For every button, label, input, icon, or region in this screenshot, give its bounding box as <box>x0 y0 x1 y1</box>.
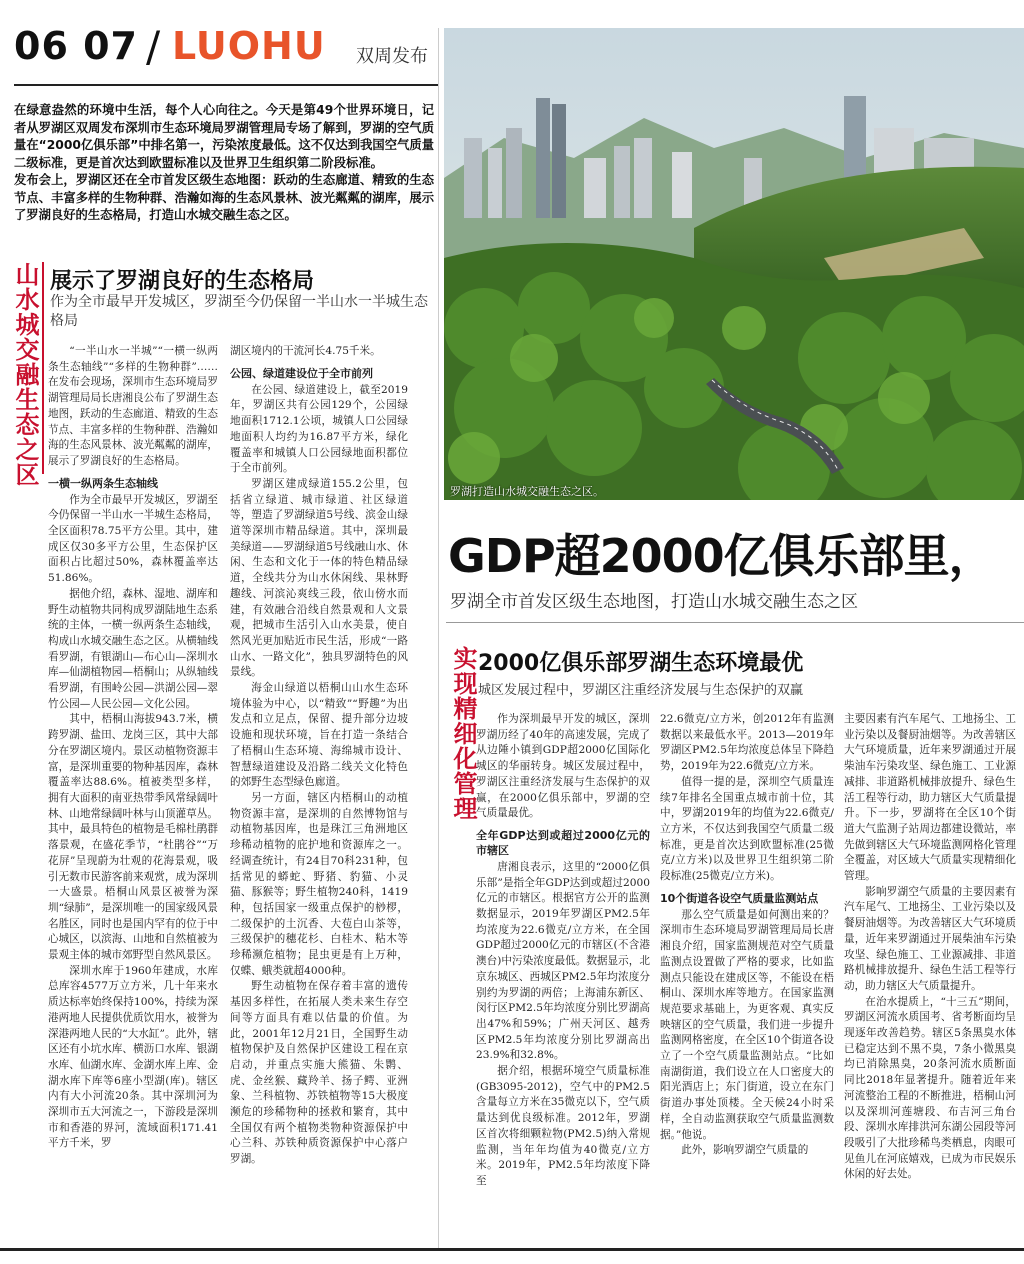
column-divider <box>438 28 439 1248</box>
header-rule <box>14 84 438 86</box>
paragraph: 据介绍，根据环境空气质量标准(GB3095-2012)，空气中的PM2.5含量每立方米在35微克以下，空气质量达到优良级标准。2012年，罗湖区首次将细颗粒物(PM2.5)纳入常规监测，当年年均值为40微克/立方米。2019年，PM2.5年均浓度下降至 <box>476 1065 650 1187</box>
paragraph: 另一方面，辖区内梧桐山的动植物资源丰富，是深圳的自然博物馆与动植物基因库，也是珠江三角洲地区珍稀动植物的庇护地和资源库之一。经调查统计，有24目70科231种，包括常见的蟒蛇、野猪、豹猫、小灵猫、豚猴等；野生植物240科，1419种，包括国家一级重点保护的桫椤，二级保护的土沉香、大苞白山茶等，三级保护的穗花杉、白桂木、粘木等珍稀濒危植物；昆虫更是有上万种，仅蝶、蛾类就超4000种。 <box>230 791 408 977</box>
paragraph: 值得一提的是，深圳空气质量连续7年排名全国重点城市前十位，其中，罗湖2019年的均值为22.6微克/立方米，不仅达到我国空气质量二级标准，更是首次达到欧盟标准(25微克/立方米)以及世界卫生组织第二阶段标准(25微克/立方米)。 <box>660 775 834 883</box>
lead-paragraphs <box>14 102 434 225</box>
paragraph: 作为全市最早开发城区，罗湖至今仍保留一半山水一半城生态格局，全区面积78.75平方公里。其中，建成区仅30多平方公里，生态保护区面积占比超过50%，森林覆盖率达51.86%。 <box>48 493 218 585</box>
subheading: 一横一纵两条生态轴线 <box>48 476 158 490</box>
paragraph: 深圳水库于1960年建成，水库总库容4577万立方米，几十年来水质达标率始终保持100%，持续为深港两地人民提供优质饮用水，被誉为深港两地人民的“大水缸”。此外，辖区还有小坑水库、横沥口水库、银湖水库、仙湖水库、金湖水库上库、金湖水库下库等6座小型湖(库)。辖区内有大小河流20条。其中深圳河为深圳市五大河流之一，下游段是深圳市和香港的界河，流域面积171.41平方千米，罗 <box>48 964 218 1150</box>
subheading: 10个街道各设空气质量监测站点 <box>660 891 819 905</box>
brand-logo: LUOHU <box>172 24 326 68</box>
subheading: 全年GDP达到或超过2000亿元的市辖区 <box>476 828 650 857</box>
paragraph: 22.6微克/立方米，创2012年有监测数据以来最低水平。2013—2019年罗湖区PM2.5年均浓度总体呈下降趋势，2019年为22.6微克/立方米。 <box>660 713 834 773</box>
paragraph: 湖区境内的干流河长4.75千米。 <box>230 345 381 357</box>
header-subtitle: 双周发布 <box>356 46 428 67</box>
paragraph: 作为深圳最早开发的城区，深圳罗湖历经了40年的高速发展，完成了从边陲小镇到GDP超2000亿国际化城区的华丽转身。城区发展过程中，罗湖区注重经济发展与生态保护的双赢，在2000亿俱乐部中，罗湖的空气质量最优。 <box>476 713 650 820</box>
article-column-1 <box>48 344 218 1152</box>
main-headline: GDP超2000亿俱乐部里， <box>448 529 994 583</box>
header-slash: / <box>146 22 161 71</box>
paragraph: 唐湘良表示，这里的“2000亿俱乐部”是指全年GDP达到或超过2000亿元的市辖区。根据官方公开的监测数据显示，2019年罗湖区PM2.5年均浓度为22.6微克/立方米，在全国GDP超过2000亿元的市辖区(不含港澳台)中污染浓度最低。数据显示，北京东城区、西城区PM2.5年均浓度分别约为罗湖的两倍；上海浦东新区、闵行区PM2.5年均浓度分别比罗湖高出47%和59%；广州天河区、越秀区PM2.5年均浓度分别比罗湖高出23.9%和32.8%。 <box>476 860 650 1062</box>
paragraph: 罗湖区建成绿道155.2公里，包括省立绿道、城市绿道、社区绿道等，塑造了罗湖绿道5号线、滨金山绿道等深圳市精品绿道。其中，深圳最美绿道——罗湖绿道5号线融山水、休闲、生态和文化于一体的特色精品绿道，全线共分为山水休闲线、果林野趣线、河滨沁爽线三段，依山傍水而建，有效融合沿线自然景观和人文景观，把城市生活引入山水美景，使自然风光更加贴近市民生活，形成“一路山水、一路文化”，独具罗湖特色的风景线。 <box>230 477 408 679</box>
section1-title: 展示了罗湖良好的生态格局 <box>50 269 315 294</box>
paragraph: 此外，影响罗湖空气质量的 <box>681 1144 809 1157</box>
article-column-2 <box>230 344 408 1168</box>
section2-title: 2000亿俱乐部罗湖生态环境最优 <box>478 651 804 676</box>
section2-vertical-title: 实现精细化管理 <box>449 646 477 821</box>
subheading: 公园、绿道建设位于全市前列 <box>230 366 373 380</box>
paragraph: “一半山水一半城”“一横一纵两条生态轴线”“多样的生物种群”……在发布会现场，深圳市生态环境局罗湖管理局局长唐湘良公布了罗湖生态地图，跃动的生态廊道、精致的生态节点、丰富多样的生物种群、浩瀚如海的生态风景林、波光粼粼的湖库，展示了罗湖良好的生态格局。 <box>48 345 218 467</box>
paragraph: 主要因素有汽车尾气、工地扬尘、工业污染以及餐厨油烟等。为改善辖区大气环境质量，近年来罗湖通过开展柴油车污染攻坚、绿色施工、工业源减排、非道路机械排放提升、绿色生活工程等行动，助力辖区大气质量提升。下一步，罗湖将在全区10个街道大气监测子站周边都建设微站，率先做到辖区大气环境监测网格化管理全覆盖，对区域大气质量实现精细化管理。 <box>844 713 1016 883</box>
paragraph: 其中，梧桐山海拔943.7米，横跨罗湖、盐田、龙岗三区，其中大部分在罗湖区境内。景区动植物资源丰富，是深圳重要的物种基因库，森林覆盖率达88.6%。植被类型多样，拥有大面积的南亚热带季风常绿阔叶林、山地常绿阔叶林与山顶灌草丛。其中，最具特色的植物是毛棉杜鹃群落景观，在盛花季节，“杜鹃谷”“万花屏”呈现蔚为壮观的花海景观，吸引无数市民游客前来观赏，成为深圳一大盛景。梧桐山风景区被誉为深圳“绿肺”，是深圳唯一的国家级风景名胜区，同时也是国内罕有的位于中心城区，以滨海、山地和自然植被为景观主体的城市郊野型自然风景区。 <box>48 713 218 962</box>
section1-vertical-title: 山水城交融生态之区 <box>11 262 39 487</box>
paragraph: 海金山绿道以梧桐山山水生态环境体验为中心，以“精致”“野趣”为出发点和立足点，保留、提升部分边坡设施和现状环境，旨在打造一条结合了梧桐山生态环境、海绵城市设计、智慧绿道建设及沿路二线关文化特色的郊野生态型绿色廊道。 <box>230 682 408 789</box>
article-column-4 <box>660 712 834 1159</box>
page-numbers: 06 07 <box>14 24 138 68</box>
article-column-3 <box>476 712 650 1190</box>
section1-subtitle: 作为全市最早开发城区，罗湖至今仍保留一半山水一半城生态格局 <box>50 294 428 329</box>
photo-caption: 罗湖打造山水城交融生态之区。 <box>450 485 604 498</box>
footer-rule <box>0 1248 1024 1251</box>
paragraph: 在公园、绿道建设上，截至2019年，罗湖区共有公园129个，公园绿地面积1712.1公顷，城镇人口公园绿地面积人均约为16.87平方米，绿化覆盖率和城镇人口公园绿地面积都位于全市前列。 <box>230 383 408 475</box>
article-column-5 <box>844 712 1016 1183</box>
paragraph: 在治水提质上，“十三五”期间，罗湖区河流水质国考、省考断面均呈现逐年改善趋势。辖区5条黑臭水体已稳定达到不黑不臭，7条小微黑臭均已消除黑臭，20条河流水质断面同比2018年显著提升。随着近年来河流整治工程的不断推进，梧桐山河以及深圳河莲塘段、布吉河三角台段、深圳水库排洪河东湖公园段等河段吸引了大批珍稀鸟类栖息，肉眼可见鱼儿在河底嬉戏，已成为市民娱乐休闲的好去处。 <box>844 995 1016 1181</box>
paragraph: 那么空气质量是如何测出来的？深圳市生态环境局罗湖管理局局长唐湘良介绍，国家监测规范对空气质量监测点设置做了严格的要求，比如监测点只能设在建成区等，不能设在梧桐山、深圳水库等地方。在国家监测规范要求基础上，为更客观、真实反映辖区的空气质量，我们进一步提升监测网格密度，在全区10个街道各设立了一个空气质量监测站点。“比如南湖街道，我们设立在人口密度大的阳光酒店上；东门街道，设立在东门街道办事处顶楼。全天候24小时采样，全自动监测获取空气质量监测数据。”他说。 <box>660 908 834 1141</box>
section1-accent-bar <box>42 262 44 474</box>
paragraph: 据他介绍，森林、湿地、湖库和野生动植物共同构成罗湖陆地生态系统的主体，一横一纵两条生态轴线，构成山水城交融生态之区。从横轴线看罗湖，有银湖山—布心山—深圳水库—仙湖植物园—梧桐山；从纵轴线看罗湖，有围岭公园—洪湖公园—翠竹公园—人民公园—文化公园。 <box>48 587 218 710</box>
paragraph: 野生动植物在保存着丰富的遗传基因多样性，在拓展人类未来生存空间等方面具有难以估量的价值。为此，2001年12月21日，全国野生动植物保护及自然保护区建设工程在京启动，并重点实施大熊猫、朱鹮、虎、金丝猴、藏羚羊、扬子鳄、亚洲象、兰科植物、苏铁植物等15大极度濒危的珍稀物种的拯救和繁育，其中全国仅有两个植物类物种资源保护中心兰科、苏铁种质资源保护中心落户罗湖。 <box>230 980 408 1166</box>
section2-subtitle: 城区发展过程中，罗湖区注重经济发展与生态保护的双赢 <box>478 683 804 698</box>
headline-rule <box>446 622 1024 623</box>
lead-paragraph-2: 发布会上，罗湖区还在全市首发区级生态地图：跃动的生态廊道、精致的生态节点、丰富多样的生物种群、浩瀚如海的生态风景林、波光粼粼的湖库，展示了罗湖良好的生态格局，打造山水城交融生态之区。 <box>14 173 434 222</box>
main-subheadline: 罗湖全市首发区级生态地图，打造山水城交融生态之区 <box>450 592 858 612</box>
paragraph: 影响罗湖空气质量的主要因素有汽车尾气、工地扬尘、工业污染以及餐厨油烟等。为改善辖区大气环境质量，近年来罗湖通过开展柴油车污染攻坚、绿色施工、工业源减排、非道路机械排放提升、绿色生活工程等行动，助力辖区大气质量提升。 <box>844 885 1016 992</box>
landscape-photo <box>444 28 1024 500</box>
lead-paragraph-1: 在绿意盎然的环境中生活，每个人心向往之。今天是第49个世界环境日，记者从罗湖区双周发布深圳市生态环境局罗湖管理局专场了解到，罗湖的空气质量在“2000亿俱乐部”中排名第一，污染浓度最低。这不仅达到我国空气质量二级标准，更是首次达到欧盟标准以及世界卫生组织第二阶段标准。 <box>14 103 434 170</box>
